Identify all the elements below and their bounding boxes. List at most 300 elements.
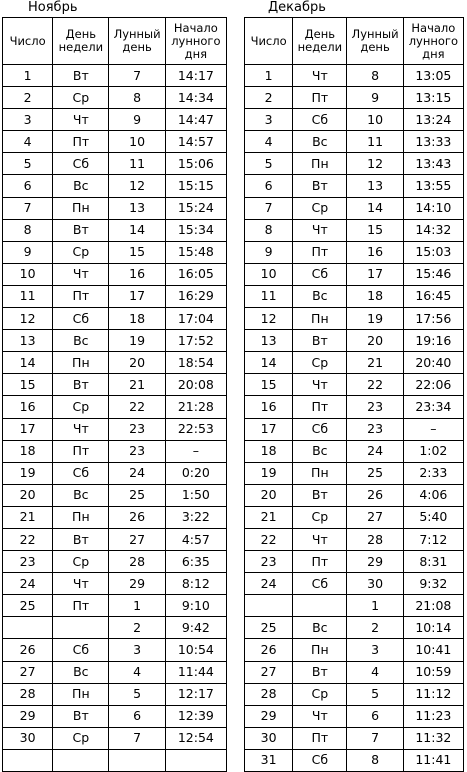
cell-weekday: Вт — [53, 219, 109, 241]
cell-lunar-day-start: 4:57 — [165, 528, 226, 550]
table-row — [245, 573, 464, 595]
cell-lunar-day: 22 — [109, 396, 165, 418]
cell-lunar-day-start: 8:12 — [165, 573, 226, 595]
cell-lunar-day-start: 13:55 — [403, 175, 463, 197]
cell-lunar-day: 22 — [347, 374, 403, 396]
cell-day-number: 12 — [3, 308, 53, 330]
table-row — [3, 440, 227, 462]
cell-day-number: 29 — [245, 705, 293, 727]
table-row — [245, 87, 464, 109]
cell-day-number: 17 — [245, 418, 293, 440]
cell-lunar-day-start: 22:53 — [165, 418, 226, 440]
cell-day-number: 15 — [245, 374, 293, 396]
cell-day-number: 22 — [245, 528, 293, 550]
cell-day-number: 28 — [245, 683, 293, 705]
table-row — [3, 374, 227, 396]
cell-weekday: Вт — [293, 175, 347, 197]
cell-weekday: Вт — [53, 528, 109, 550]
table-row — [245, 727, 464, 749]
table-row — [245, 617, 464, 639]
cell-weekday: Вс — [293, 285, 347, 307]
table-row — [245, 749, 464, 771]
cell-lunar-day: 24 — [109, 462, 165, 484]
cell-weekday: Вт — [53, 705, 109, 727]
cell-weekday: Вт — [53, 374, 109, 396]
cell-day-number: 1 — [245, 65, 293, 87]
cell-day-number: 10 — [3, 263, 53, 285]
cell-lunar-day-start — [165, 749, 226, 771]
cell-day-number: 22 — [3, 528, 53, 550]
cell-lunar-day-start: 12:39 — [165, 705, 226, 727]
cell-weekday: Чт — [53, 263, 109, 285]
cell-weekday: Пт — [53, 285, 109, 307]
cell-day-number: 20 — [245, 484, 293, 506]
cell-lunar-day-start: 15:24 — [165, 197, 226, 219]
cell-lunar-day: 13 — [347, 175, 403, 197]
cell-lunar-day: 28 — [109, 551, 165, 573]
table-row — [245, 639, 464, 661]
header-lunar-day-start: Начало лунного дня — [165, 18, 226, 65]
cell-lunar-day-start: 22:06 — [403, 374, 463, 396]
cell-lunar-day: 30 — [347, 573, 403, 595]
cell-weekday: Ср — [293, 506, 347, 528]
november-rows — [3, 65, 227, 772]
cell-lunar-day: 20 — [109, 352, 165, 374]
table-row — [245, 352, 464, 374]
cell-lunar-day-start: 7:12 — [403, 528, 463, 550]
cell-lunar-day: 26 — [109, 506, 165, 528]
cell-lunar-day: 2 — [109, 617, 165, 639]
cell-lunar-day: 4 — [109, 661, 165, 683]
cell-lunar-day: 9 — [109, 109, 165, 131]
header-weekday: День недели — [53, 18, 109, 65]
cell-lunar-day-start: 17:04 — [165, 308, 226, 330]
cell-weekday: Чт — [53, 418, 109, 440]
header-day-number: Число — [3, 18, 53, 65]
cell-day-number: 9 — [3, 241, 53, 263]
cell-day-number: 6 — [245, 175, 293, 197]
cell-day-number: 11 — [3, 285, 53, 307]
cell-lunar-day: 17 — [347, 263, 403, 285]
cell-lunar-day: 23 — [347, 418, 403, 440]
cell-lunar-day: 12 — [347, 153, 403, 175]
table-row — [245, 462, 464, 484]
cell-lunar-day: 25 — [109, 484, 165, 506]
table-row — [3, 308, 227, 330]
november-title: Ноябрь — [28, 0, 78, 15]
cell-day-number: 28 — [3, 683, 53, 705]
cell-day-number: 8 — [3, 219, 53, 241]
cell-weekday: Пн — [293, 153, 347, 175]
table-row — [245, 263, 464, 285]
table-row — [3, 396, 227, 418]
cell-weekday: Чт — [293, 65, 347, 87]
cell-day-number: 24 — [3, 573, 53, 595]
cell-day-number: 17 — [3, 418, 53, 440]
table-row — [3, 683, 227, 705]
cell-lunar-day: 27 — [109, 528, 165, 550]
cell-lunar-day: 20 — [347, 330, 403, 352]
cell-lunar-day-start: 6:35 — [165, 551, 226, 573]
table-row — [3, 352, 227, 374]
cell-weekday: Пн — [53, 506, 109, 528]
cell-lunar-day-start: 15:03 — [403, 241, 463, 263]
table-row — [3, 241, 227, 263]
cell-weekday: Пн — [293, 639, 347, 661]
cell-lunar-day: 25 — [347, 462, 403, 484]
cell-lunar-day-start: 3:22 — [165, 506, 226, 528]
cell-lunar-day: 1 — [347, 595, 403, 617]
cell-lunar-day-start: 13:05 — [403, 65, 463, 87]
cell-lunar-day: 23 — [109, 418, 165, 440]
cell-day-number: 4 — [3, 131, 53, 153]
cell-day-number: 30 — [3, 727, 53, 749]
cell-lunar-day: 15 — [109, 241, 165, 263]
table-row — [245, 484, 464, 506]
cell-lunar-day: 8 — [109, 87, 165, 109]
table-row — [245, 418, 464, 440]
cell-lunar-day: 11 — [347, 131, 403, 153]
header-lunar-day: Лунный день — [347, 18, 403, 65]
cell-lunar-day: 24 — [347, 440, 403, 462]
cell-weekday: Пт — [53, 595, 109, 617]
cell-day-number: 15 — [3, 374, 53, 396]
cell-lunar-day: 26 — [347, 484, 403, 506]
cell-lunar-day: 21 — [347, 352, 403, 374]
cell-lunar-day — [109, 749, 165, 771]
table-row — [245, 374, 464, 396]
cell-day-number: 13 — [245, 330, 293, 352]
table-row — [3, 285, 227, 307]
header-weekday: День недели — [293, 18, 347, 65]
cell-lunar-day-start: 23:34 — [403, 396, 463, 418]
cell-weekday: Сб — [53, 639, 109, 661]
cell-day-number: 21 — [245, 506, 293, 528]
table-row — [3, 705, 227, 727]
cell-lunar-day-start: 11:12 — [403, 683, 463, 705]
table-row — [3, 528, 227, 550]
cell-weekday: Пт — [53, 440, 109, 462]
cell-lunar-day-start: 1:50 — [165, 484, 226, 506]
cell-day-number: 16 — [3, 396, 53, 418]
header-day-number: Число — [245, 18, 293, 65]
cell-lunar-day: 21 — [109, 374, 165, 396]
cell-lunar-day-start: 17:52 — [165, 330, 226, 352]
cell-day-number: 27 — [245, 661, 293, 683]
cell-lunar-day-start: 16:05 — [165, 263, 226, 285]
cell-lunar-day-start: 10:54 — [165, 639, 226, 661]
cell-weekday: Ср — [53, 241, 109, 263]
cell-day-number — [245, 595, 293, 617]
cell-lunar-day: 16 — [347, 241, 403, 263]
cell-lunar-day-start: – — [403, 418, 463, 440]
table-row — [3, 484, 227, 506]
cell-lunar-day-start: 17:56 — [403, 308, 463, 330]
cell-lunar-day-start: 15:06 — [165, 153, 226, 175]
cell-weekday: Вс — [53, 484, 109, 506]
cell-lunar-day-start: 14:47 — [165, 109, 226, 131]
table-row — [3, 153, 227, 175]
cell-lunar-day: 8 — [347, 65, 403, 87]
cell-day-number — [3, 617, 53, 639]
table-row — [245, 285, 464, 307]
cell-weekday: Сб — [293, 418, 347, 440]
cell-lunar-day-start: 11:23 — [403, 705, 463, 727]
cell-lunar-day-start: 21:28 — [165, 396, 226, 418]
cell-weekday: Вт — [53, 65, 109, 87]
cell-lunar-day: 16 — [109, 263, 165, 285]
cell-lunar-day-start: 9:32 — [403, 573, 463, 595]
cell-day-number: 23 — [3, 551, 53, 573]
cell-weekday — [53, 749, 109, 771]
cell-day-number: 3 — [3, 109, 53, 131]
table-row — [3, 462, 227, 484]
cell-weekday: Чт — [293, 219, 347, 241]
table-row — [245, 219, 464, 241]
cell-lunar-day-start: 12:17 — [165, 683, 226, 705]
cell-lunar-day-start: – — [165, 440, 226, 462]
cell-weekday — [293, 595, 347, 617]
cell-lunar-day-start: 8:31 — [403, 551, 463, 573]
cell-weekday: Пт — [293, 551, 347, 573]
table-row — [245, 197, 464, 219]
cell-day-number: 23 — [245, 551, 293, 573]
cell-weekday: Ср — [53, 727, 109, 749]
table-row — [3, 506, 227, 528]
cell-day-number: 6 — [3, 175, 53, 197]
cell-lunar-day-start: 20:08 — [165, 374, 226, 396]
cell-day-number: 9 — [245, 241, 293, 263]
cell-lunar-day-start: 19:16 — [403, 330, 463, 352]
cell-lunar-day: 6 — [347, 705, 403, 727]
cell-lunar-day-start: 13:33 — [403, 131, 463, 153]
cell-day-number: 1 — [3, 65, 53, 87]
table-row — [245, 153, 464, 175]
table-row — [3, 595, 227, 617]
cell-weekday: Пн — [293, 308, 347, 330]
cell-day-number: 29 — [3, 705, 53, 727]
table-row — [245, 65, 464, 87]
cell-weekday: Чт — [293, 374, 347, 396]
cell-lunar-day-start: 15:15 — [165, 175, 226, 197]
cell-weekday: Пн — [53, 683, 109, 705]
december-rows — [245, 65, 464, 772]
cell-lunar-day: 4 — [347, 661, 403, 683]
cell-weekday: Вт — [293, 484, 347, 506]
cell-day-number: 10 — [245, 263, 293, 285]
cell-lunar-day: 14 — [347, 197, 403, 219]
cell-day-number: 24 — [245, 573, 293, 595]
table-row — [245, 175, 464, 197]
cell-lunar-day: 29 — [109, 573, 165, 595]
header-row — [245, 18, 464, 65]
cell-weekday: Вс — [53, 661, 109, 683]
cell-weekday: Сб — [293, 109, 347, 131]
table-row — [3, 749, 227, 771]
cell-weekday: Сб — [53, 153, 109, 175]
cell-lunar-day: 5 — [109, 683, 165, 705]
cell-weekday: Сб — [293, 263, 347, 285]
cell-lunar-day-start: 14:17 — [165, 65, 226, 87]
table-row — [3, 197, 227, 219]
cell-day-number: 14 — [3, 352, 53, 374]
table-row — [245, 528, 464, 550]
table-row — [245, 440, 464, 462]
cell-lunar-day: 17 — [109, 285, 165, 307]
cell-day-number: 21 — [3, 506, 53, 528]
cell-day-number: 19 — [245, 462, 293, 484]
table-row — [3, 87, 227, 109]
cell-lunar-day: 13 — [109, 197, 165, 219]
cell-weekday: Чт — [293, 528, 347, 550]
table-row — [245, 330, 464, 352]
cell-lunar-day-start: 15:46 — [403, 263, 463, 285]
cell-lunar-day: 19 — [347, 308, 403, 330]
cell-day-number: 25 — [3, 595, 53, 617]
cell-lunar-day: 11 — [109, 153, 165, 175]
cell-lunar-day-start: 4:06 — [403, 484, 463, 506]
table-row — [245, 241, 464, 263]
cell-weekday: Пт — [293, 396, 347, 418]
cell-lunar-day-start: 20:40 — [403, 352, 463, 374]
table-row — [245, 308, 464, 330]
cell-lunar-day: 7 — [109, 65, 165, 87]
cell-day-number: 16 — [245, 396, 293, 418]
cell-weekday: Ср — [293, 352, 347, 374]
table-row — [245, 683, 464, 705]
cell-weekday: Вс — [293, 617, 347, 639]
cell-day-number: 2 — [245, 87, 293, 109]
table-row — [245, 595, 464, 617]
table-row — [3, 330, 227, 352]
cell-weekday: Вс — [53, 330, 109, 352]
cell-weekday: Чт — [53, 109, 109, 131]
table-row — [3, 418, 227, 440]
table-row — [245, 506, 464, 528]
cell-weekday: Чт — [293, 705, 347, 727]
cell-weekday: Пт — [293, 241, 347, 263]
cell-weekday: Сб — [293, 749, 347, 771]
cell-weekday: Ср — [293, 197, 347, 219]
cell-weekday: Пт — [293, 727, 347, 749]
cell-day-number: 5 — [3, 153, 53, 175]
cell-weekday — [53, 617, 109, 639]
cell-weekday: Ср — [53, 551, 109, 573]
table-row — [3, 727, 227, 749]
cell-weekday: Пн — [53, 352, 109, 374]
cell-lunar-day-start: 14:34 — [165, 87, 226, 109]
cell-weekday: Пн — [53, 197, 109, 219]
cell-lunar-day: 9 — [347, 87, 403, 109]
cell-lunar-day-start: 5:40 — [403, 506, 463, 528]
cell-lunar-day-start: 16:29 — [165, 285, 226, 307]
table-row — [3, 175, 227, 197]
cell-lunar-day: 27 — [347, 506, 403, 528]
cell-lunar-day-start: 16:45 — [403, 285, 463, 307]
table-row — [245, 551, 464, 573]
cell-lunar-day-start: 2:33 — [403, 462, 463, 484]
cell-lunar-day: 6 — [109, 705, 165, 727]
cell-lunar-day: 18 — [347, 285, 403, 307]
table-row — [3, 65, 227, 87]
cell-lunar-day: 23 — [347, 396, 403, 418]
cell-day-number: 12 — [245, 308, 293, 330]
cell-day-number: 3 — [245, 109, 293, 131]
cell-lunar-day-start: 11:44 — [165, 661, 226, 683]
cell-lunar-day-start: 14:10 — [403, 197, 463, 219]
november-table — [2, 17, 227, 772]
cell-day-number: 20 — [3, 484, 53, 506]
cell-lunar-day: 5 — [347, 683, 403, 705]
cell-weekday: Вс — [293, 131, 347, 153]
cell-lunar-day-start: 14:32 — [403, 219, 463, 241]
cell-day-number: 2 — [3, 87, 53, 109]
table-row — [3, 219, 227, 241]
cell-lunar-day-start: 1:02 — [403, 440, 463, 462]
cell-day-number: 19 — [3, 462, 53, 484]
cell-lunar-day: 19 — [109, 330, 165, 352]
cell-day-number: 30 — [245, 727, 293, 749]
table-row — [245, 109, 464, 131]
cell-lunar-day-start: 9:10 — [165, 595, 226, 617]
cell-lunar-day: 18 — [109, 308, 165, 330]
table-row — [3, 617, 227, 639]
table-row — [3, 263, 227, 285]
cell-lunar-day: 1 — [109, 595, 165, 617]
cell-weekday: Ср — [53, 396, 109, 418]
cell-day-number: 8 — [245, 219, 293, 241]
cell-day-number: 25 — [245, 617, 293, 639]
cell-lunar-day: 3 — [109, 639, 165, 661]
cell-day-number — [3, 749, 53, 771]
cell-lunar-day-start: 10:14 — [403, 617, 463, 639]
cell-weekday: Сб — [293, 573, 347, 595]
cell-lunar-day-start: 18:54 — [165, 352, 226, 374]
cell-lunar-day-start: 15:34 — [165, 219, 226, 241]
table-row — [3, 661, 227, 683]
cell-lunar-day: 2 — [347, 617, 403, 639]
cell-weekday: Вт — [293, 661, 347, 683]
december-table — [244, 17, 464, 772]
cell-weekday: Сб — [53, 462, 109, 484]
table-row — [3, 109, 227, 131]
cell-weekday: Вс — [53, 175, 109, 197]
cell-lunar-day: 10 — [109, 131, 165, 153]
cell-day-number: 11 — [245, 285, 293, 307]
cell-day-number: 7 — [3, 197, 53, 219]
cell-lunar-day-start: 13:15 — [403, 87, 463, 109]
table-row — [3, 131, 227, 153]
cell-lunar-day-start: 10:41 — [403, 639, 463, 661]
table-row — [245, 396, 464, 418]
cell-weekday: Ср — [53, 87, 109, 109]
cell-lunar-day: 12 — [109, 175, 165, 197]
cell-day-number: 31 — [245, 749, 293, 771]
cell-weekday: Пт — [293, 87, 347, 109]
cell-lunar-day: 23 — [109, 440, 165, 462]
cell-weekday: Пн — [293, 462, 347, 484]
cell-lunar-day-start: 14:57 — [165, 131, 226, 153]
cell-lunar-day-start: 9:42 — [165, 617, 226, 639]
cell-lunar-day: 10 — [347, 109, 403, 131]
header-lunar-day: Лунный день — [109, 18, 165, 65]
header-lunar-day-start: Начало лунного дня — [403, 18, 463, 65]
cell-lunar-day: 7 — [347, 727, 403, 749]
cell-day-number: 26 — [3, 639, 53, 661]
cell-lunar-day-start: 11:41 — [403, 749, 463, 771]
cell-weekday: Чт — [53, 573, 109, 595]
cell-lunar-day: 8 — [347, 749, 403, 771]
